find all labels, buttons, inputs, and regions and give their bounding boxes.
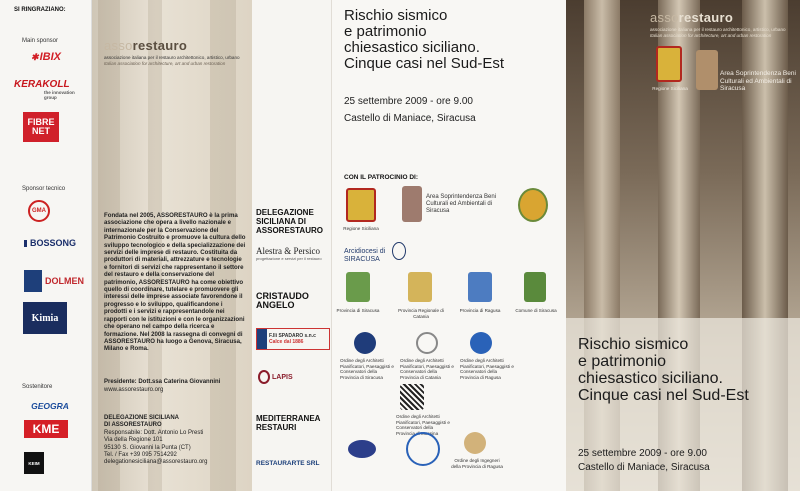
patron-label: Ordine degli Architetti Pianificatori, Paesaggisti e Conservatori della Provincia di Catania <box>400 358 454 380</box>
cover-panel <box>566 0 800 491</box>
ordine-logo <box>348 440 376 458</box>
regione-siciliana-emblem <box>346 188 376 222</box>
provincia-ragusa-emblem <box>468 272 492 302</box>
patron-label: Comune di Siracusa <box>515 308 557 313</box>
cover-place: Castello di Maniace, Siracusa <box>578 462 710 473</box>
arcidiocesi-emblem <box>392 242 406 260</box>
event-panel <box>332 0 566 491</box>
patronage-heading: CON IL PATROCINIO DI: <box>344 174 419 181</box>
ordine-architetti-siracusa-logo <box>354 332 376 354</box>
bossong-logo: BOSSONG <box>24 236 76 250</box>
patron-label: Provincia di Ragusa <box>459 308 501 313</box>
delegation-panel <box>252 0 332 491</box>
keim-logo: KEIM <box>24 452 44 474</box>
ordine-architetti-ragusa-logo <box>470 332 492 354</box>
assorestauro-logo: assorestauro <box>650 10 734 25</box>
cover-date: 25 settembre 2009 - ore 9.00 <box>578 448 707 459</box>
thanks-heading: SI RINGRAZIANO: <box>14 7 66 13</box>
association-description: Fondata nel 2005, ASSORESTAURO è la prima associazione che opera a livello nazionale e internazionale per la Conservazione del Patrimonio Costruito e promuove la cultura dello sviluppo tecnologico e della specializzazione dei servizi delle imprese di restauro. Costituita da produttori di materiali, attrezzature e tecnologie e fornitori di servizi che rappresentano il settore del restauro e della conservazione del patrimonio, ASSORESTAURO ha come obiettivo quello di coordinare, tutelare e promuovere gli interessi delle imprese associate favorendone il progresso e lo sviluppo, qualificandone i prodotti e i servizi e rappresentandole nei rapporti con le istituzioni e con le organizzazioni che operano nel campo della ricerca e formazione. Nel 2008 la rassegna di convegni di ASSORESTAURO ha luogo a Genova, Siracusa, Milano e Roma. <box>104 212 246 353</box>
lapis-logo: LAPIS <box>258 370 293 384</box>
sponsors-panel <box>0 0 92 491</box>
cristaudo-logo: CRISTAUDO ANGELO <box>256 291 309 310</box>
soprintendenza-emblem <box>696 50 718 90</box>
kimia-logo: Kimia <box>23 302 67 334</box>
tech-sponsor-label: Sponsor tecnico <box>22 186 66 192</box>
supporter-label: Sostenitore <box>22 384 53 390</box>
patron-label: Provincia di Siracusa <box>336 308 380 313</box>
patron-label: Ordine degli Architetti Pianificatori, Paesaggisti e Conservatori della Provincia di Messina <box>396 414 450 436</box>
event-title: Rischio sismico e patrimonio chiesastico siciliano. Cinque casi nel Sud-Est <box>344 7 505 72</box>
event-place: Castello di Maniace, Siracusa <box>344 113 476 124</box>
president-line: Presidente: Dott.ssa Caterina Giovannini <box>104 379 221 385</box>
website-link[interactable]: www.assorestauro.org <box>104 387 164 393</box>
spadaro-logo: F.lli SPADARO s.n.c Calce dal 1886 <box>256 328 330 350</box>
main-sponsor-label: Main sponsor <box>22 38 59 44</box>
patron-label: Ordine degli Ingegneri della Provincia di Ragusa <box>451 458 503 469</box>
delegation-heading: DELEGAZIONE SICILIANA DI ASSORESTAURO <box>256 208 323 235</box>
cover-office-label: Area Soprintendenza Beni Culturali ed Ambientali di Siracusa <box>720 70 796 92</box>
cover-tagline: associazione italiana per il restauro architettonico, artistico, urbano Italian association for architecture, art and urban restoration <box>650 27 786 38</box>
dolmen-logo: DOLMEN <box>24 266 88 296</box>
event-date: 25 settembre 2009 - ore 9.00 <box>344 96 473 107</box>
delegation-contact-block: DELEGAZIONE SICILIANA DI ASSORESTAURO Responsabile: Dott. Antonio Lo Presti Via della Regione 101 95130 S. Giovanni la Punta (CT) Tel. / Fax +39 095 7514292 delegationesiciliana@assorestauro.org <box>104 415 208 466</box>
arcidiocesi-emblem <box>518 188 548 222</box>
patron-label: Arcidiocesi di SIRACUSA <box>344 248 386 263</box>
kerakoll-logo: KERAKOLL the innovation group <box>14 78 75 100</box>
geogra-logo: GEOGRA <box>31 401 69 411</box>
ibix-logo: ✱ IBIX <box>31 51 61 63</box>
patron-label: Ordine degli Architetti Pianificatori, Paesaggisti e Conservatori della Provincia di Siracusa <box>340 358 394 380</box>
gma-logo: GMA <box>28 200 50 222</box>
mediterranea-logo: MEDITERRANEA RESTAURI <box>256 414 321 432</box>
patron-label: Area Soprintendenza Beni Culturali ed Ambientali di Siracusa <box>426 194 497 214</box>
kme-logo: KME <box>24 420 68 438</box>
cover-title: Rischio sismico e patrimonio chiesastico siciliano. Cinque casi nel Sud-Est <box>578 336 749 404</box>
assorestauro-logo: assorestauro <box>104 38 188 53</box>
cover-emblem-label: Regione Siciliana <box>652 86 688 91</box>
regione-siciliana-emblem <box>656 46 682 82</box>
patron-label: Provincia Regionale di Catania <box>398 308 444 319</box>
ordine-architetti-messina-logo <box>400 384 424 410</box>
patron-label: Regione Siciliana <box>343 226 379 231</box>
comune-siracusa-emblem <box>524 272 546 302</box>
association-tagline: associazione italiana per il restauro architettonico, artistico, urbano Italian association for architecture, art and urban restoration <box>104 55 240 66</box>
provincia-catania-emblem <box>408 272 432 302</box>
patron-label: Ordine degli Architetti Pianificatori, Paesaggisti e Conservatori della Provincia di Ragusa <box>460 358 514 380</box>
fibrenet-logo: FIBRE NET <box>23 112 59 142</box>
alestra-logo: Alestra & Persico progettazione e servizi per il restauro <box>256 246 322 261</box>
ingegneri-ring-logo <box>406 432 440 466</box>
soprintendenza-emblem <box>402 186 422 222</box>
ordine-ingegneri-ragusa-logo <box>464 432 486 454</box>
provincia-siracusa-emblem <box>346 272 370 302</box>
ordine-architetti-catania-logo <box>416 332 438 354</box>
restaurarte-logo: RESTAURARTE SRL <box>256 460 320 467</box>
